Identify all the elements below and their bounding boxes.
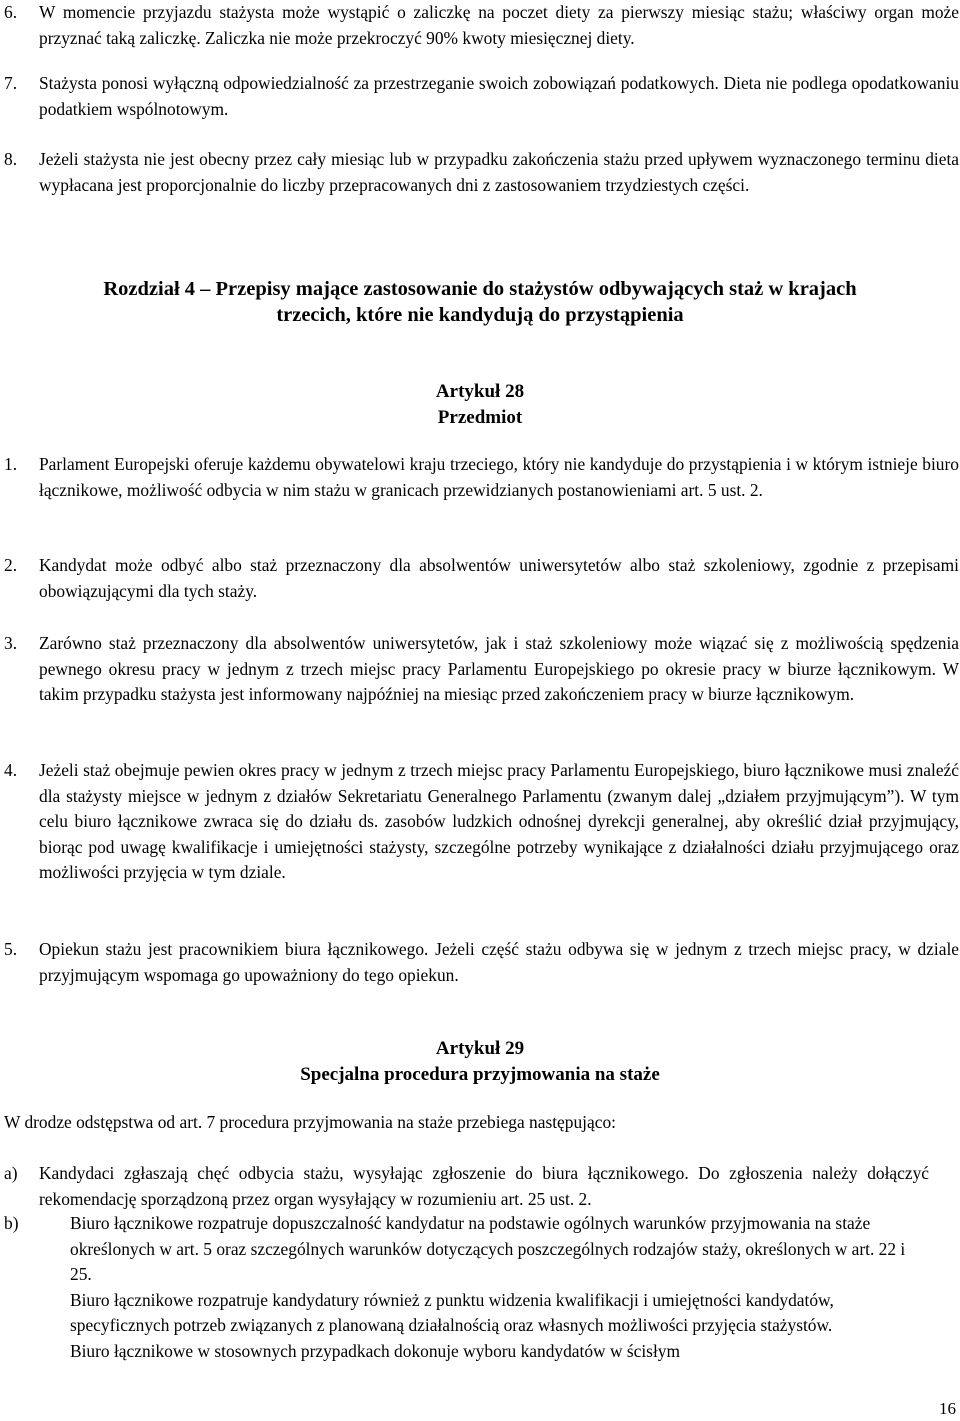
list-item (0, 147, 960, 198)
item-text: Kandydaci zgłaszają chęć odbycia stażu, wysyłając zgłoszenie do biura łącznikowego. Do zgłoszenia należy dołączyć rekomendację sporządzoną przez organ wysyłający w rozumieniu art. 25 ust. 2. (39, 1163, 929, 1209)
item-text: Kandydat może odbyć albo staż przeznaczony dla absolwentów uniwersytetów albo staż szkoleniowy, zgodnie z przepisami obowiązującymi dla tych staży. (39, 555, 959, 601)
item-text: Biuro łącznikowe rozpatruje kandydatury również z punktu widzenia kwalifikacji i umiejętności kandydatów, specyficznych potrzeb związanych z planowaną działalnością oraz własnych możliwości przyjęcia stażystów. (70, 1289, 834, 1335)
item-text: Jeżeli stażysta nie jest obecny przez cały miesiąc lub w przypadku zakończenia stażu przed upływem wyznaczonego terminu dieta wypłacana jest proporcjonalnie do liczby przepracowanych dni z zastosowaniem trzydziestych części. (39, 149, 959, 195)
article-subtitle: Przedmiot (437, 407, 523, 428)
list-item (0, 1161, 960, 1212)
item-number: 1. (4, 454, 18, 474)
item-number: 4. (4, 760, 18, 780)
article-title: Artykuł 28 (435, 381, 525, 402)
item-text: Stażysta ponosi wyłączną odpowiedzialność za przestrzeganie swoich zobowiązań podatkowych. Dieta nie podlega opodatkowaniu podatkiem wspólnotowym. (39, 73, 959, 119)
item-text: Jeżeli staż obejmuje pewien okres pracy w jednym z trzech miejsc pracy Parlamentu Europejskiego, biuro łącznikowe musi znaleźć dla stażysty miejsce w jednym z działów Sekretariatu Generalnego Parlamentu (zwanym dalej „działem przyjmującym”). W tym celu biuro łącznikowe zwraca się do działu ds. zasobów ludzkich odnośnej dyrekcji generalnej, aby określić dział przyjmujący, biorąc pod uwagę kwalifikacje i umiejętności stażysty, szczególne potrzeby wynikające z działalności działu przyjmującego oraz możliwości przyjęcia w tym dziale. (39, 760, 959, 882)
item-text: Biuro łącznikowe rozpatruje dopuszczalność kandydatur na podstawie ogólnych warunków przyjmowania na staże określonych w art. 5 oraz szczególnych warunków dotyczących poszczególnych rodzajów staży, określonych w art. 22 i 25. (70, 1213, 906, 1284)
item-text: Zarówno staż przeznaczony dla absolwentów uniwersytetów, jak i staż szkoleniowy może wiązać się z możliwością spędzenia pewnego okresu pracy w jednym z trzech miejsc pracy Parlamentu Europejskiego po okresie pracy w biurze łącznikowym. W takim przypadku stażysta jest informowany najpóźniej na miesiąc przed zakończeniem pracy w biurze łącznikowym. (39, 633, 959, 704)
item-number: 2. (4, 555, 18, 575)
item-number: 5. (4, 939, 18, 959)
article-subtitle: Specjalna procedura przyjmowania na staże (300, 1064, 660, 1085)
chapter-heading-line2: trzecich, które nie kandydują do przystąpienia (276, 304, 684, 326)
item-number: 6. (4, 2, 18, 22)
list-item (0, 631, 960, 708)
article-29-heading (0, 1036, 960, 1088)
list-item (0, 452, 960, 503)
list-item (0, 553, 960, 604)
chapter-heading-line1: Rozdział 4 – Przepisy mające zastosowanie do stażystów odbywających staż w krajach (103, 278, 857, 300)
list-item (0, 1211, 960, 1364)
item-number: 3. (4, 633, 18, 653)
item-letter: a) (4, 1163, 18, 1183)
article-intro: W drodze odstępstwa od art. 7 procedura przyjmowania na staże przebiega następująco: (4, 1112, 616, 1132)
page-number: 16 (939, 1398, 956, 1418)
item-text: W momencie przyjazdu stażysta może wystąpić o zaliczkę na poczet diety za pierwszy miesiąc stażu; właściwy organ może przyznać taką zaliczkę. Zaliczka nie może przekroczyć 90% kwoty miesięcznej diety. (39, 2, 959, 48)
list-item (0, 758, 960, 886)
item-number: 8. (4, 149, 18, 169)
list-item (0, 71, 960, 122)
item-letter: b) (4, 1213, 19, 1233)
item-number: 7. (4, 73, 18, 93)
item-text: Opiekun stażu jest pracownikiem biura łącznikowego. Jeżeli część stażu odbywa się w jednym z trzech miejsc pracy, w dziale przyjmującym wspomaga go upoważniony do tego opiekun. (39, 939, 959, 985)
article-28-heading (0, 379, 960, 431)
article-title: Artykuł 29 (435, 1038, 525, 1059)
item-body (70, 1211, 920, 1364)
item-text: Parlament Europejski oferuje każdemu obywatelowi kraju trzeciego, który nie kandyduje do przystąpienia i w którym istnieje biuro łącznikowe, możliwość odbycia w nim stażu w granicach przewidzianych postanowieniami art. 5 ust. 2. (39, 454, 959, 500)
chapter-heading (20, 276, 940, 328)
item-text: Biuro łącznikowe w stosownych przypadkach dokonuje wyboru kandydatów w ścisłym (70, 1340, 680, 1361)
list-item (0, 937, 960, 988)
list-item (0, 0, 960, 51)
